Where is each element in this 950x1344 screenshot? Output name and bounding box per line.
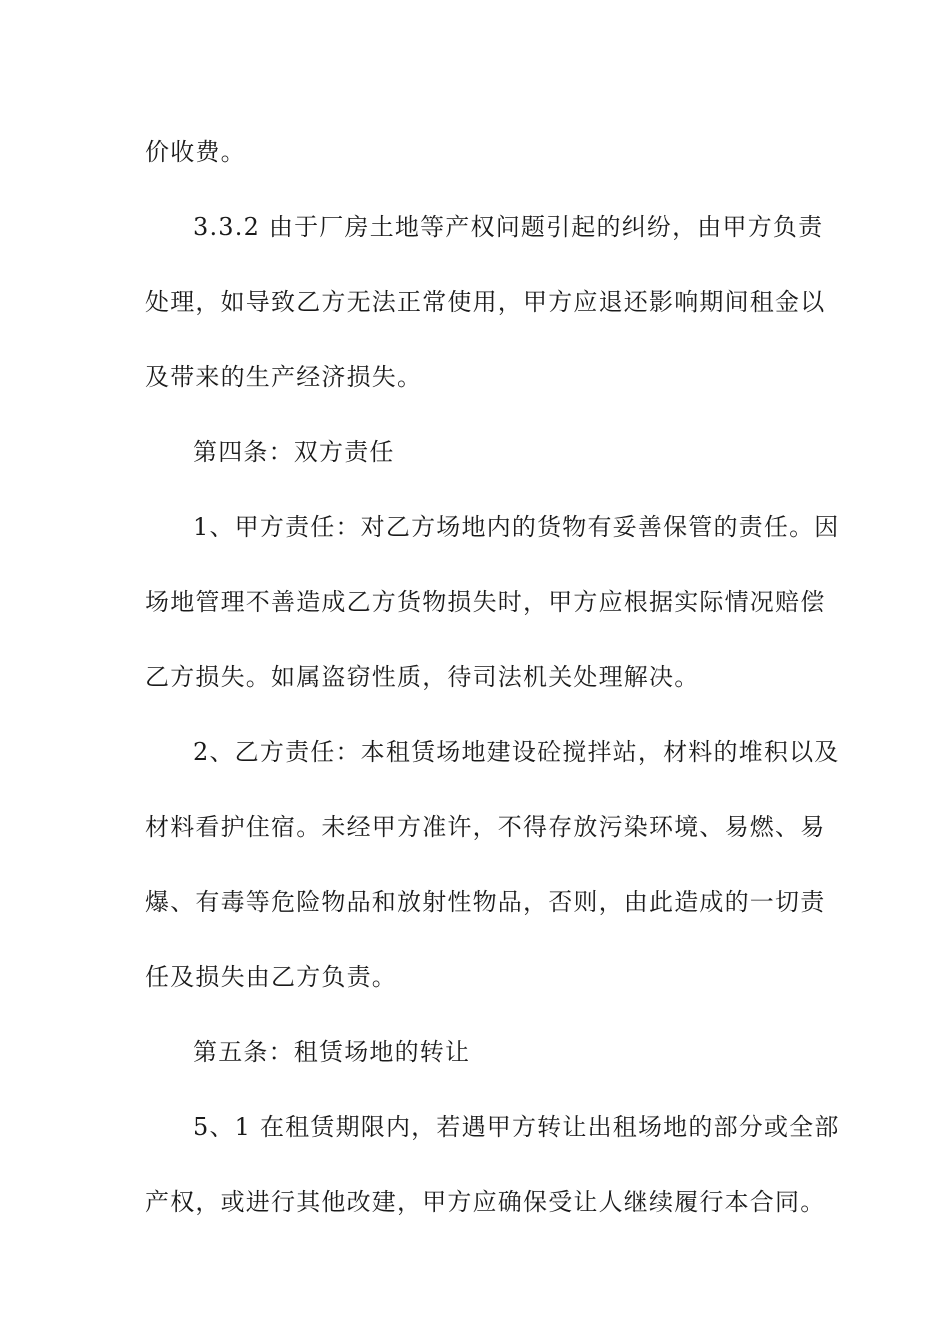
paragraph-line: 3.3.2 由于厂房土地等产权问题引起的纠纷，由甲方负责 xyxy=(193,213,824,241)
paragraph-line: 处理，如导致乙方无法正常使用，甲方应退还影响期间租金以 xyxy=(145,288,826,316)
paragraph-line: 乙方损失。如属盗窃性质，待司法机关处理解决。 xyxy=(145,663,700,691)
paragraph-line: 爆、有毒等危险物品和放射性物品，否则，由此造成的一切责 xyxy=(145,888,826,916)
paragraph-line: 1、甲方责任：对乙方场地内的货物有妥善保管的责任。因 xyxy=(193,513,840,541)
paragraph-line: 任及损失由乙方负责。 xyxy=(145,963,397,991)
section-heading: 第四条：双方责任 xyxy=(193,438,395,466)
section-heading: 第五条：租赁场地的转让 xyxy=(193,1038,471,1066)
paragraph-line: 价收费。 xyxy=(145,138,246,166)
paragraph-line: 5、1 在租赁期限内，若遇甲方转让出租场地的部分或全部 xyxy=(193,1113,840,1141)
paragraph-line: 场地管理不善造成乙方货物损失时，甲方应根据实际情况赔偿 xyxy=(145,588,826,616)
paragraph-line: 产权，或进行其他改建，甲方应确保受让人继续履行本合同。 xyxy=(145,1188,826,1216)
paragraph-line: 2、乙方责任：本租赁场地建设砼搅拌站，材料的堆积以及 xyxy=(193,738,840,766)
paragraph-line: 材料看护住宿。未经甲方准许，不得存放污染环境、易燃、易 xyxy=(145,813,826,841)
paragraph-line: 及带来的生产经济损失。 xyxy=(145,363,423,391)
